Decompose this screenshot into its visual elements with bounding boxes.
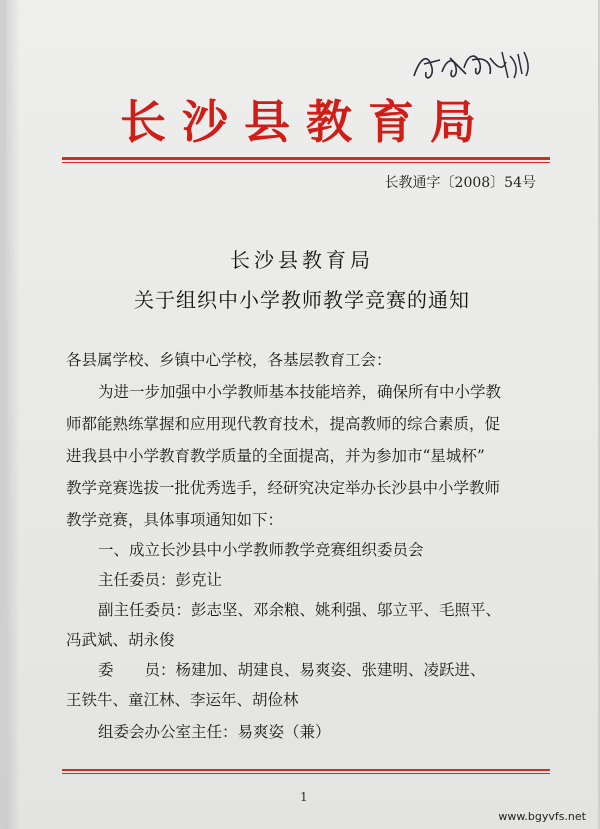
header-red-rule-thick xyxy=(62,157,550,160)
page-number: 1 xyxy=(300,790,308,804)
footer-red-rule-thin xyxy=(62,773,550,774)
body-line: 师都能熟练掌握和应用现代教育技术，提高教师的综合素质，促 xyxy=(66,415,501,433)
committee-vice-chairs-cont: 冯武斌、胡永俊 xyxy=(66,631,175,649)
notice-title-issuer: 长沙县教育局 xyxy=(230,248,374,272)
body-line: 进我县中小学教育教学质量的全面提高，并为参加市“星城杯” xyxy=(66,447,485,465)
body-line: 为进一步加强中小学教师基本技能培养，确保所有中小学教 xyxy=(98,383,502,401)
document-page xyxy=(6,0,598,829)
section-heading: 一、成立长沙县中小学教师教学竞赛组织委员会 xyxy=(98,541,424,559)
office-director: 组委会办公室主任：易爽姿（兼） xyxy=(98,723,331,741)
site-watermark: www.bgyvfs.net xyxy=(498,810,586,823)
body-line: 教学竞赛选拔一批优秀选手，经研究决定举办长沙县中小学教师 xyxy=(66,479,501,497)
document-number: 长教通字〔2008〕54号 xyxy=(384,175,536,191)
issuer-header: 长沙县教育局 xyxy=(120,95,492,149)
handwritten-signature xyxy=(406,38,536,90)
salutation: 各县属学校、乡镇中心学校，各基层教育工会： xyxy=(66,351,392,369)
committee-members-cont: 王铁牛、童江林、李运年、胡俭林 xyxy=(66,691,299,709)
committee-members: 委 员：杨建加、胡建良、易爽姿、张建明、凌跃进、 xyxy=(98,661,486,679)
header-red-rule-thin xyxy=(62,162,550,163)
body-line: 教学竞赛，具体事项通知如下： xyxy=(66,511,284,529)
committee-vice-chairs: 副主任委员：彭志坚、邓余粮、姚利强、邬立平、毛照平、 xyxy=(98,601,502,619)
committee-chair: 主任委员：彭克让 xyxy=(98,571,223,589)
footer-red-rule-thick xyxy=(62,769,550,771)
notice-title-subject: 关于组织中小学教师教学竞赛的通知 xyxy=(134,288,470,312)
